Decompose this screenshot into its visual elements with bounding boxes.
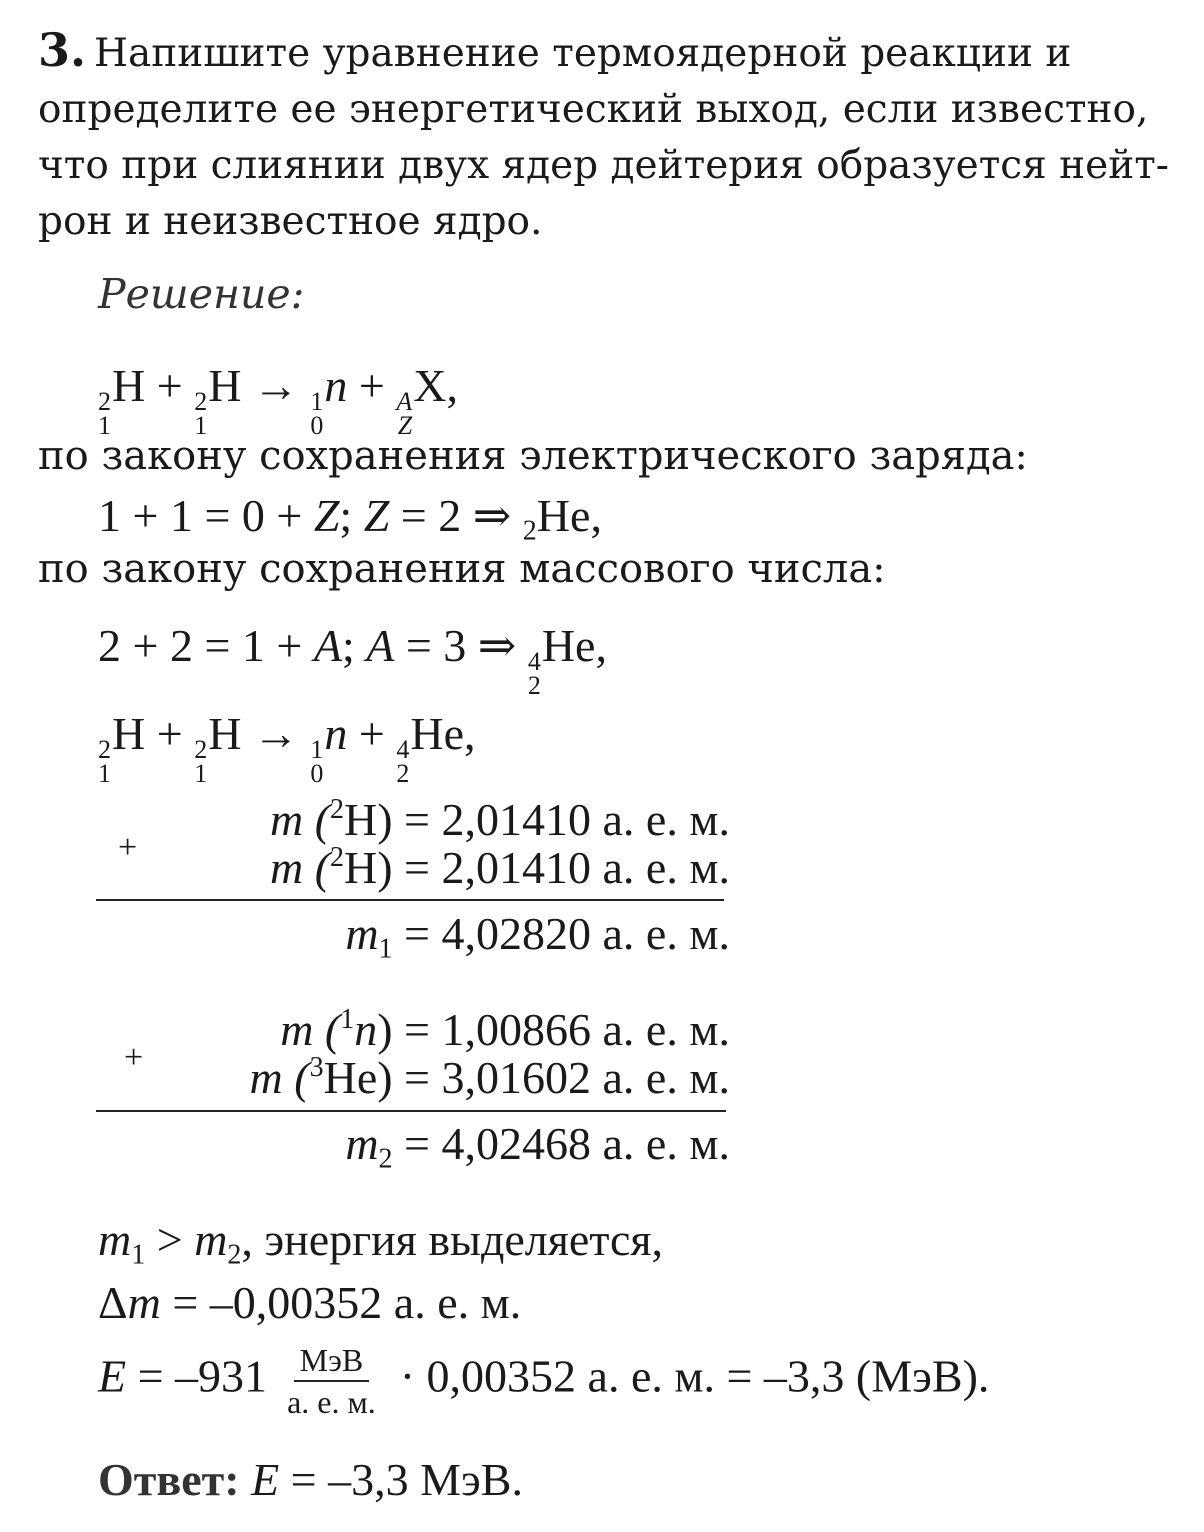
z-var: Z (313, 490, 340, 541)
reaction-specific (98, 706, 476, 789)
comparison-text: , энергия выделяется, (241, 1214, 664, 1265)
mass-defect-value: = –0,00352 а. е. м. (160, 1277, 522, 1328)
h1-indices: 2 1 (98, 735, 111, 789)
he-symbol: He (536, 490, 591, 541)
sum2-row2-label: m ($^3$He) = (249, 1052, 430, 1103)
mass-defect (98, 1275, 521, 1330)
sum1-total (160, 906, 730, 966)
plus-sign: + (156, 360, 183, 411)
sum2-total (160, 1116, 730, 1176)
sum2-total-value: 4,02468 а. е. м. (441, 1118, 730, 1169)
energy-lhs: = –931 (126, 1350, 268, 1402)
mass-equation (98, 618, 607, 701)
sum2-plus: + (124, 1039, 144, 1076)
charge-eq-lhs: 1 + 1 = 0 + (98, 490, 314, 541)
energy-equation (98, 1340, 989, 1422)
plus-sign: + (358, 708, 385, 759)
h2-indices: 2 1 (194, 387, 208, 441)
answer-value: = –3,3 МэВ. (279, 1454, 523, 1505)
mass-comparison (98, 1212, 663, 1272)
reaction-general (98, 358, 458, 441)
x-symbol: X (413, 360, 447, 411)
unit-fraction (281, 1340, 382, 1422)
mass-law-text: по закону сохранения массового числа: (38, 546, 886, 592)
comma: , (446, 360, 458, 411)
answer-label: Ответ: (98, 1454, 240, 1505)
a-var: A (366, 620, 395, 671)
problem-line-2: определите ее энергетический выход, если известно, (38, 87, 1149, 132)
sum1-row2 (160, 840, 730, 895)
sum1-row2-label: m ($^2$H) = (269, 842, 430, 893)
he-indices: 4 2 (396, 735, 410, 789)
semicolon: ; (341, 620, 367, 671)
he-symbol: He (541, 620, 596, 671)
sub-2: 2 (227, 1239, 242, 1271)
mass-eq-lhs: 2 + 2 = 1 + (98, 620, 314, 671)
answer (98, 1452, 523, 1507)
charge-law-text: по закону сохранения электрического заряда: (38, 433, 1028, 479)
fraction-numerator: МэВ (294, 1340, 370, 1382)
delta-symbol: Δ (98, 1277, 128, 1328)
sum1-row2-value: 2,01410 а. е. м. (441, 842, 730, 893)
problem-line-3: что при слиянии двух ядер дейтерия образуется нейт- (38, 143, 1169, 188)
arrow-icon: → (252, 708, 299, 759)
problem-statement (38, 22, 1178, 250)
h2-indices: 2 1 (194, 735, 208, 789)
neutron-symbol: n (324, 708, 348, 759)
sum1-total-label: $m_1$ = (345, 908, 430, 965)
he-z: 2 (522, 515, 537, 547)
charge-eq-rhs: = 2 ⇒ (389, 490, 523, 541)
sum2-row2-value: 3,01602 а. е. м. (441, 1052, 730, 1103)
h1-symbol: H (112, 708, 146, 759)
sum2-row2 (160, 1050, 730, 1105)
h2-symbol: H (208, 360, 242, 411)
neutron-indices: 1 0 (310, 387, 324, 441)
e-symbol: E (98, 1350, 127, 1402)
comma: , (464, 708, 476, 759)
sum2-total-label: $m_2$ = (345, 1118, 430, 1175)
sum2-row1-value: 1,00866 а. е. м. (441, 1004, 730, 1055)
sum2-rule (96, 1110, 726, 1112)
neutron-symbol: n (324, 360, 348, 411)
sum1-row1-label: m ($^2$H) = (269, 794, 430, 845)
sum1-row1 (160, 792, 730, 847)
sum2-row1-label: m ($^1$n) = (280, 1004, 430, 1055)
plus-sign: + (156, 708, 183, 759)
z-var: Z (363, 490, 390, 541)
plus-sign: + (358, 360, 385, 411)
sum1-rule (96, 899, 724, 901)
x-indices: A Z (396, 387, 413, 441)
energy-rhs: · 0,00352 а. е. м. = –3,3 (МэВ). (399, 1350, 990, 1402)
comma: , (595, 620, 607, 671)
h2-symbol: H (208, 708, 242, 759)
solution-heading: Решение: (98, 270, 305, 318)
fraction-denominator: а. е. м. (287, 1384, 376, 1420)
sub-1: 1 (131, 1239, 146, 1271)
problem-number: 3. (38, 23, 87, 77)
h1-symbol: H (112, 360, 146, 411)
h1-indices: 2 1 (98, 387, 111, 441)
mass-eq-rhs: = 3 ⇒ (394, 620, 528, 671)
m-symbol: m (98, 1214, 132, 1265)
neutron-indices: 1 0 (310, 735, 324, 789)
charge-equation (98, 488, 602, 548)
he-symbol: He (410, 708, 465, 759)
gt-sign: > (145, 1214, 195, 1265)
sum2-row1 (160, 1002, 730, 1057)
problem-line-1-text: Напишите уравнение термоядерной реакции и (94, 31, 1072, 76)
a-var: A (313, 620, 342, 671)
m-symbol: m (127, 1277, 161, 1328)
sum1-row1-value: 2,01410 а. е. м. (441, 794, 730, 845)
sum1-total-value: 4,02820 а. е. м. (441, 908, 730, 959)
e-symbol: E (251, 1454, 280, 1505)
semicolon: ; (339, 490, 364, 541)
sum1-plus: + (118, 829, 138, 866)
he-indices: 4 2 (527, 647, 541, 701)
m-symbol: m (194, 1214, 228, 1265)
problem-line-1 (38, 22, 1178, 82)
problem-line-4: рон и неизвестное ядро. (38, 199, 543, 244)
arrow-icon: → (252, 360, 299, 411)
comma: , (590, 490, 602, 541)
